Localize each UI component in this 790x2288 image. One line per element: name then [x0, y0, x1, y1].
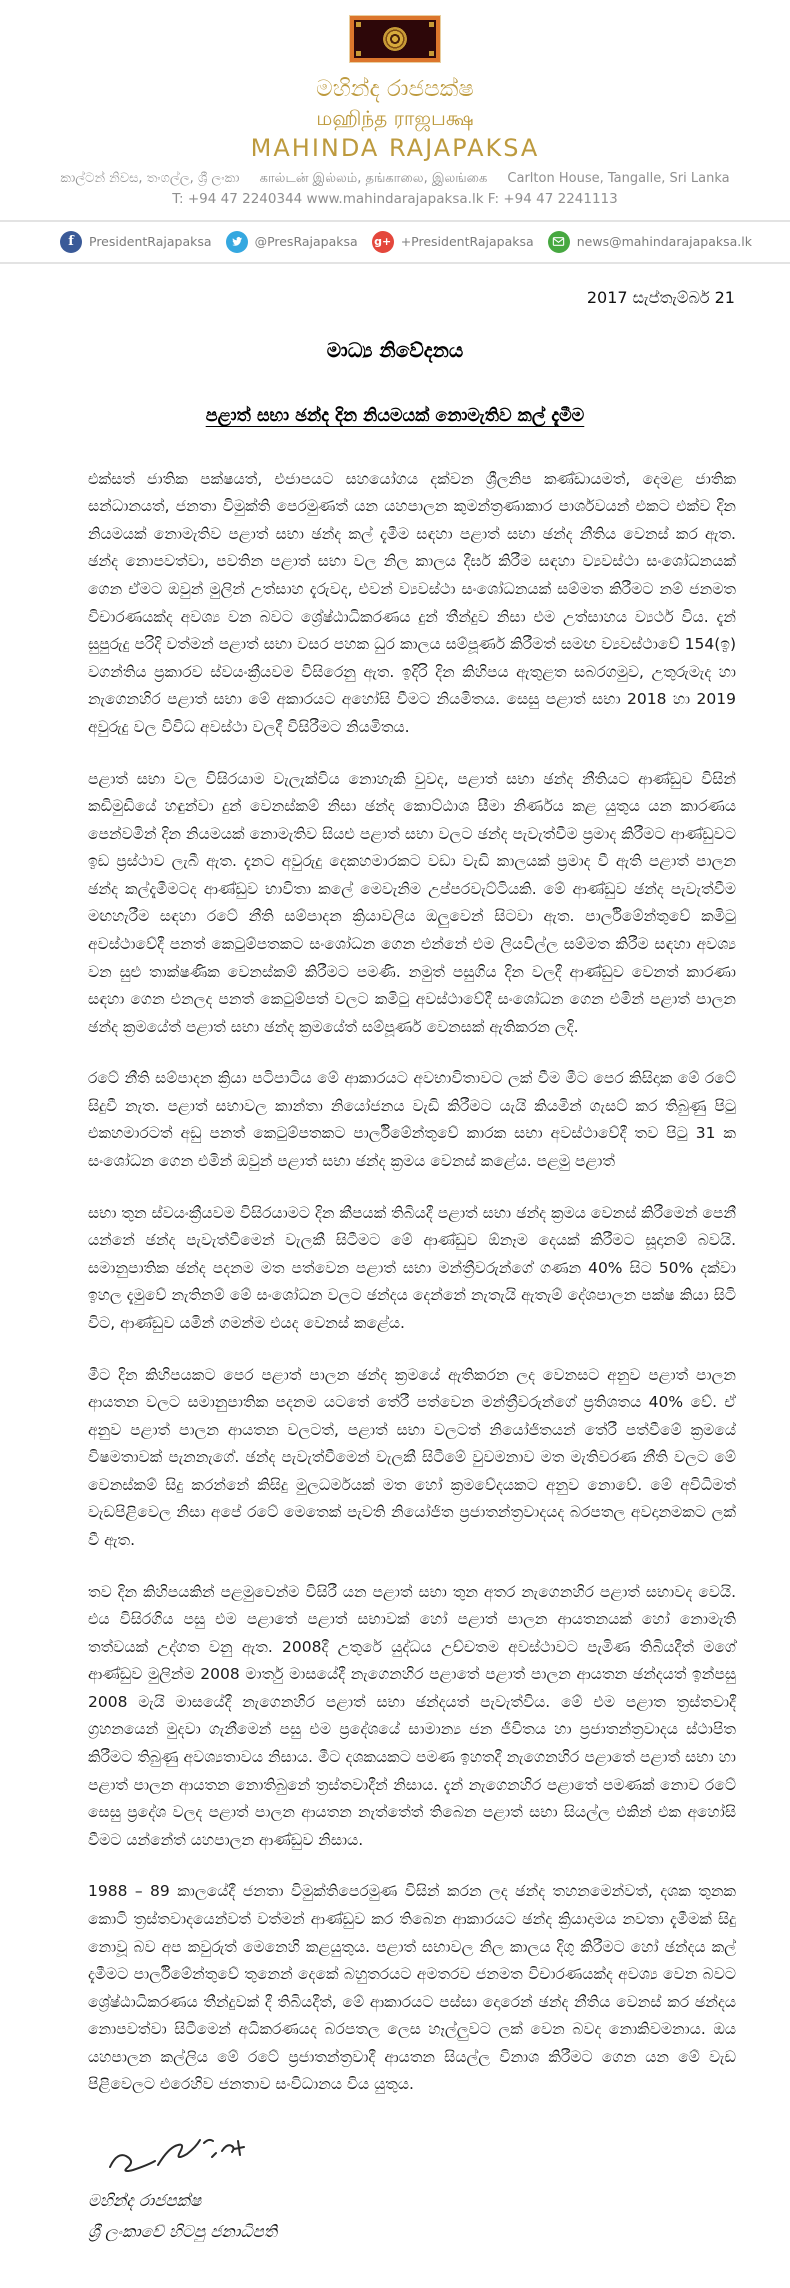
- body-paragraphs: [0, 466, 790, 2099]
- contact-line: T: +94 47 2240344 www.mahindarajapaksa.lk F: +94 47 2241113: [172, 190, 618, 207]
- signature-block: [0, 2127, 790, 2288]
- flag-corner-ornament: [356, 51, 361, 56]
- paragraph: පළාත් සභා වල විසිරයාම වැලැක්විය නොහැකි වුවද, පළාත් සභා ඡන්ද නීතියට ආණ්ඩුව විසින් කඩිමුඩියේ හඳුන්වා දුන් වෙනස්කම් නිසා ඡන්ද කොට්ඨාශ සීමා නිර්ණය කළ යුතුය යන කාරණය පෙන්වමින් දින නියමයක් නොමැතිව සියළු පළාත් සභා වලට ඡන්ද පැවැත්වීම ප්‍රමාද කිරීමට ආණ්ඩුවට ඉඩ ප්‍රස්ථාව ලැබී ඇත. දැනට අවුරුදු දෙකහමාරකට වඩා වැඩි කාලයක් ප්‍රමාද වී ඇති පළාත් පාලන ඡන්ද කල්දැමීමටද ආණ්ඩුව භාවිතා කලේ මෙවැනිම උප්පරවැට්ටියකි. මේ ආණ්ඩුව ඡන්ද පැවැත්වීම මඟහැරීම සඳහා රටේ නීති සම්පාදන ක්‍රියාවලිය ඔලුවෙන් සිටවා ඇත. පාර්ලිමේන්තුවේ කමිටු අවස්ථාවේදී පනත් කෙටුම්පතකට සංශෝධන ගෙන එන්නේ එම ලියවිල්ල සම්මත කිරීම සඳහා අවශ්‍ය වන සුළු තාක්ෂණික වෙනස්කම් කිරීමට පමණි. නමුත් පසුගිය දින වලදී ආණ්ඩුව වෙනත් කාරණා සඳහා ගෙන එනලද පනත් කෙටුම්පත් වලට කමිටු අවස්ථාවේදී සංශෝධන ගෙන එමින් පළාත් පාලන ඡන්ද ක්‍රමයේත් පළාත් සභා ඡන්ද ක්‍රමයේත් සම්පූර්ණ වෙනසක් ඇතිකරන ලදි.: [88, 769, 736, 1036]
- date-line: 2017 සැප්තැම්බර් 21: [586, 287, 735, 307]
- name-sinhala: මහින්ද රාජපක්ෂ: [316, 76, 474, 102]
- twitter-handle: @PresRajapaksa: [254, 234, 358, 250]
- paragraph: 1988 – 89 කාලයේදී ජනතා විමුක්තිපෙරමුණ විසින් කරන ලද ඡන්ද තහනමෙන්වත්, දශක තුනක කොටි ත්‍රස්තවාදයෙන්වත් වත්මන් ආණ්ඩුව කර තිබෙන ආකාරයට ඡන්ද ක්‍රියාදාමය නවතා දැමීමක් සිදු නොවූ බව අප කවුරුත් මෙනෙහි කළයුතුය. පළාත් සභාවල නිල කාලය දිගු කිරීමට හෝ ඡන්දය කල් දැමීමට පාර්ලිමේන්තුවේ තුනෙන් දෙකේ බහුතරයට අමතරව ජනමත විචාරණයක්ද අවශ්‍ය වෙන බවට ශ්‍රේෂ්ඨාධිකරණය තීන්දුවක් දී තිබියදීත්, මේ ආකාරයට පස්සා දොරෙන් ඡන්ද නීතිය වෙනස් කර ඡන්දය නොපවත්වා සිටීමෙන් අධිකරණයද බරපතල ලෙස හෑල්ලුවට ලක් වෙන බවද නොකිවමනාය. ඔය යහපාලන කල්ලිය මේ රටේ ප්‍රජාතන්ත්‍රවාදී ආයතන සියල්ල විනාශ කිරීමට ගෙන යන මේ වැඩ පිළිවෙලට එරෙහිව ජනතාව සංවිධානය විය යුතුය.: [88, 1882, 736, 2094]
- presidential-flag-emblem: [350, 16, 440, 62]
- handwritten-signature: [100, 2127, 275, 2185]
- name-tamil: மஹிந்த ராஜபக்ஷ: [316, 105, 474, 130]
- social-googleplus: [372, 231, 534, 253]
- signatory-name: මහින්ද රාජපක්ෂ: [88, 2190, 202, 2210]
- flag-center-seal-icon: [383, 27, 407, 51]
- social-facebook: [60, 231, 212, 253]
- paragraph: තව දින කිහිපයකින් පළමුවෙන්ම විසිරී යන පළාත් සභා තුන අතර නැගෙනහිර පළාත් සභාවද වෙයි. එය විසිරගිය පසු එම පළාතේ පළාත් සභාවක් හෝ පළාත් පාලන ආයතනයක් හෝ නොමැති තත්වයක් උද්ගත වනු ඇත. 2008දී උතුරේ යුද්ධය උච්චතම අවස්ථාවට පැමිණ තිබියදීත් මගේ ආණ්ඩුව මුලින්ම 2008 මාර්තු මාසයේදී නැගෙනහිර පළාතේ පළාත් පාලන ආයතන ඡන්දයත් ඉන්පසු 2008 මැයි මාසයේදී නැගෙනහිර පළාත් සභා ඡන්දයත් පැවැත්විය. මේ එම පළාත ත්‍රස්තවාදී ග්‍රහනයෙන් මුදවා ගැනීමෙන් පසු එම ප්‍රදේශයේ සාමාන්‍ය ජන ජීවිතය හා ප්‍රජාතන්ත්‍රවාදය ස්ථාපිත කිරීමට තිබුණු අවශ්‍යතාවය නිසාය. මීට දශකයකට පමණ ඉහතදී නැගෙනහිර පළාතේ පළාත් සභා හා පළාත් පාලන ආයතන නොතිබුනේ ත්‍රස්තවාදීන් නිසාය. දැන් නැගෙනහිර පළාතේ පමණක් නොව රටේ සෙසු ප්‍රදේශ වලද පළාත් පාලන ආයතන නැත්තේත් තිබෙන පළාත් සභා සියල්ල එකින් එක අහෝසි වීමට යන්නේත් යහපාලන ආණ්ඩුව නිසාය.: [88, 1582, 736, 1849]
- googleplus-handle: +PresidentRajapaksa: [400, 234, 534, 250]
- address-english: Carlton House, Tangalle, Sri Lanka: [507, 170, 730, 186]
- email-envelope-icon: [548, 231, 570, 253]
- document-type-title: මාධ්‍ය නිවේදනය: [326, 337, 464, 362]
- flag-corner-ornament: [429, 22, 434, 27]
- signatory-title: ශ්‍රී ලංකාවේ හිටපු ජනාධිපති: [88, 2222, 278, 2242]
- social-strip: [0, 220, 790, 264]
- facebook-handle: PresidentRajapaksa: [89, 234, 212, 250]
- letterhead: [0, 0, 790, 207]
- paragraph: එක්සත් ජාතික පක්ෂයත්, එජාපයට සහයෝගය දක්වන ශ්‍රීලනිප කණ්ඩායමත්, දෙමළ ජාතික සන්ධානයත්, ජනතා විමුක්ති පෙරමුණත් යන යහපාලන කුමන්ත්‍රණාකාර පාර්ශවයන් එකට එක්ව දින නියමයක් නොමැතිව පළාත් සභා ඡන්ද කල් දැමීම සඳහා පළාත් සභා ඡන්ද නීතිය වෙනස් කර ඇත. ඡන්ද නොපවත්වා, පවතින පළාත් සභා වල නිල කාලය දීර්ඝ කිරීම සඳහා ව්‍යවස්ථා සංශෝධනයක් ගෙන ඒමට ඔවුන් මුලින් උත්සාහ දැරුවද, එවන් ව්‍යවස්ථා සංශෝධනයක් සම්මත කිරීමට නම් ජනමත විචාරණයක්ද අවශ්‍ය වන බවට ශ්‍රේෂ්ඨාධිකරණය දුන් තීන්දුව නිසා එම උත්සාහය ව්‍යර්ථ විය. දැන් සුපුරුදු පරිදි වත්මන් පළාත් සභා වසර පහක ධුර කාලය සම්පූර්ණ කිරීමත් සමඟ ව්‍යවස්ථාවේ 154(ඉ) වගන්තිය ප්‍රකාරව ස්වයංක්‍රීයවම විසිරෙනු ඇත. ඉදිරි දින කිහිපය ඇතුළත සබරගමුව, උතුරුමැද හා නැගෙනහිර පළාත් සභා මේ අකාරයට අහෝසි වීමට නියමිතය. සෙසු පළාත් සභා 2018 හා 2019 අවුරුදු වල විවිධ අවස්ථා වලදී විසිරීමට නියමිතය.: [88, 469, 736, 736]
- twitter-icon: [226, 231, 248, 253]
- flag-corner-ornament: [356, 22, 361, 27]
- address-tamil: கால்டன் இல்லம், தங்காலை, இலங்கை: [259, 170, 488, 186]
- facebook-icon: f: [60, 231, 82, 253]
- paragraph: රටේ නීති සම්පාදන ක්‍රියා පටිපාටිය මේ ආකාරයට අවභාවිතාවට ලක් වීම මීට පෙර කිසිදාක මේ රටේ සිදුවී නැත. පළාත් සභාවල කාන්තා නියෝජනය වැඩි කිරීමට යැයි කියමින් ගැසට් කර තිබුණු පිටු එකහමාරටත් අඩු පනත් කෙටුම්පතකට පාර්ලිමේන්තුවේ කාරක සභා අවස්ථාවේදී තව පිටු 31 ක සංශෝධන ගෙන එමින් ඔවුන් පළාත් සභා ඡන්ද ක්‍රමය වෙනස් කළේය. පළමු පළාත්: [88, 1069, 736, 1171]
- paragraph: මීට දින කිහිපයකට පෙර පළාත් පාලන ඡන්ද ක්‍රමයේ ඇතිකරන ලද වෙනසට අනුව පළාත් පාලන ආයතන වලට සමානුපාතික පදනම යටතේ තේරී පත්වෙන මන්ත්‍රීවරුන්ගේ ප්‍රතිශතය 40% වේ. ඒ අනුව පළාත් පාලන ආයතන වලටත්, පළාත් සභා වලටත් නියෝජිතයන් තේරී පත්වීමේ ක්‍රමයේ විෂමතාවක් පැනනැගේ. ඡන්ද පැවැත්වීමෙන් වැලකී සිටීමේ වුවමනාව මත මැතිවරණ නීති වලට මේ වෙනස්කම් සිදු කරන්නේ කිසිදු මුලධර්මයක් මත හෝ ක්‍රමවේදයකට අනුව නොවේ. මේ අවිධිමත් වැඩපිළිවෙල නිසා අපේ රටේ මෙතෙක් පැවති නියෝජිත ප්‍රජාතන්ත්‍රවාදයද බරපතල අවදානමකට ලක් වී ඇත.: [88, 1365, 736, 1549]
- googleplus-icon: g+: [372, 231, 394, 253]
- social-twitter: [226, 231, 358, 253]
- headline: පළාත් සභා ඡන්ද දින නියමයක් නොමැතිව කල් දැමීම: [205, 405, 585, 426]
- address-sinhala: කාල්ටන් නිවස, තංගල්ල, ශ්‍රී ලංකා: [60, 170, 240, 186]
- email-address: news@mahindarajapaksa.lk: [576, 234, 752, 250]
- name-english: MAHINDA RAJAPAKSA: [250, 133, 540, 162]
- envelope-glyph: [552, 235, 565, 248]
- paragraph: සභා තුන ස්වයංක්‍රීයවම විසිරයාමට දින කීපයක් තිබියදී පළාත් සභා ඡන්ද ක්‍රමය වෙනස් කිරීමෙන් පෙනී යන්නේ ඡන්ද පැවැත්වීමෙන් වැලකී සිටීමට මේ ආණ්ඩුව ඕනෑම දෙයක් කිරීමට සූදානම් බවයි. සමානුපාතික ඡන්ද පදනම මත පත්වෙන පළාත් සභා මන්ත්‍රීවරුන්ගේ ගණන 40% සිට 50% දක්වා ඉහල දැමුවේ නැතිනම් මේ සංශෝධන වලට ඡන්දය දෙන්නේ නැතැයි ඇතැම් දේශපාලන පක්ෂ කියා සිටි විට, ආණ්ඩුව යමින් ගමන්ම එයද වෙනස් කළේය.: [88, 1203, 736, 1332]
- social-email: [548, 231, 752, 253]
- twitter-bird-glyph: [230, 235, 243, 248]
- address-line: [0, 171, 790, 187]
- flag-corner-ornament: [429, 51, 434, 56]
